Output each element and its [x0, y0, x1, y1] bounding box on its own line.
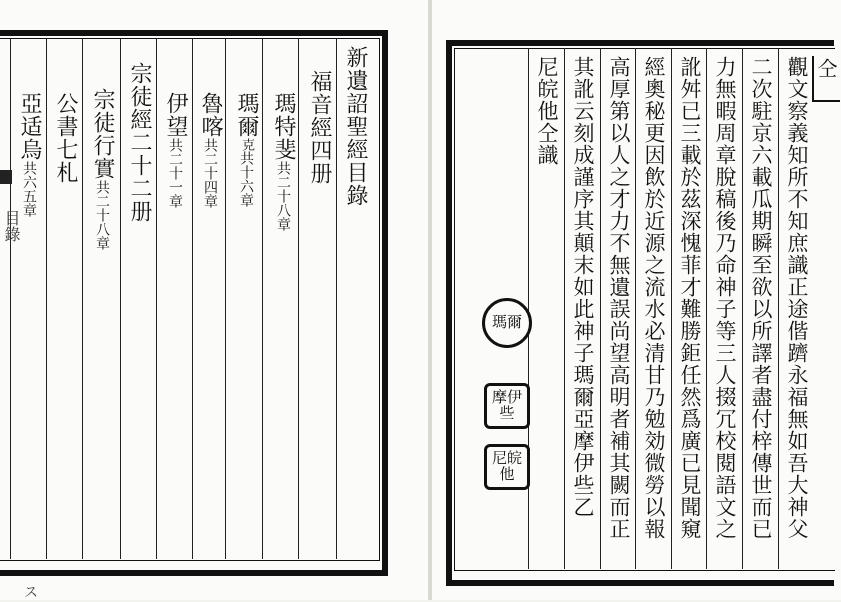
book-name: 瑪特斐: [271, 92, 296, 161]
page-bottom-mark: ス: [24, 585, 38, 601]
chapter-count: 共十六章: [238, 151, 254, 207]
column-rule: [120, 38, 121, 559]
book-name: 伊望: [163, 92, 188, 138]
preface-column: 高厚第以人之才力不無遺誤尚望高明者補其闕而正: [607, 56, 631, 540]
column-rule: [298, 38, 299, 559]
corner-glyph: 仝: [814, 58, 838, 79]
preface-column: 力無暇周章脫稿後乃命神子等三人掇冗校閱語文之: [713, 56, 737, 540]
preface-column: 觀文察義知所不知庶識正途偕躋永福無如吾大神父: [785, 56, 809, 540]
column-rule: [10, 38, 11, 559]
chapter-count: 共二十四章: [202, 138, 218, 208]
column-rule: [635, 48, 636, 569]
preface-column: 經奧秘更因飲於近源之流水必清甘乃勉効微勞以報: [642, 56, 666, 540]
column-rule: [706, 48, 707, 569]
preface-column: 訛舛已三載於茲深愧菲才難勝鉅任然爲廣已見聞窺: [678, 56, 702, 540]
seal-text: 尼皖他: [491, 449, 522, 483]
column-rule: [192, 38, 193, 559]
book-name: 瑪爾: [234, 92, 259, 138]
toc-entry: [272, 92, 294, 231]
preface-column: 二次駐京六載瓜期瞬至欲以所譯者盡付梓傳世而已: [749, 56, 773, 540]
column-rule: [564, 48, 565, 569]
column-rule: [742, 48, 743, 569]
left-edge-mark: 目錄: [2, 210, 21, 242]
column-rule: [336, 38, 337, 559]
book-name: 亞适烏: [17, 92, 42, 161]
right-page: [432, 0, 841, 600]
column-rule: [528, 48, 529, 569]
toc-entry: [235, 92, 257, 207]
column-rule: [156, 38, 157, 559]
chapter-count: 共二十八章: [94, 180, 110, 250]
acts-heading: 宗徒經二十二册: [127, 62, 152, 223]
book-name: 宗徒行實: [90, 88, 115, 180]
column-rule: [671, 48, 672, 569]
round-seal-stamp: [482, 298, 532, 348]
toc-entry: [91, 88, 113, 250]
column-rule: [600, 48, 601, 569]
preface-column: 尼皖他仝識: [535, 56, 559, 166]
seal-text: 摩伊些: [491, 388, 522, 422]
left-edge-band: [0, 170, 12, 184]
toc-title: 新遺詔聖經目錄: [343, 46, 368, 207]
corner-mark: [812, 56, 840, 102]
toc-entry: [18, 92, 40, 217]
seal-text: 瑪爾: [491, 313, 522, 332]
square-seal-stamp: [484, 444, 530, 490]
toc-entry: [164, 92, 186, 208]
chapter-count: 共二十八章: [275, 161, 291, 231]
column-rule: [82, 38, 83, 559]
chapter-count: 共二十一章: [167, 138, 183, 208]
column-rule: [262, 38, 263, 559]
epistles-heading: 公書七札: [53, 92, 78, 184]
square-seal-stamp: [484, 383, 530, 429]
preface-column: 其訛云刻成謹序其顛末如此神子瑪爾亞摩伊些乙: [571, 56, 595, 518]
column-rule: [46, 38, 47, 559]
chapter-count: 共六五章: [21, 161, 37, 217]
toc-entry: [199, 92, 221, 208]
book-name: 魯喀: [198, 92, 223, 138]
section-heading: 福音經四册: [307, 70, 332, 185]
book-name-sub: 克: [239, 138, 254, 151]
column-rule: [225, 38, 226, 559]
column-rule: [778, 48, 779, 569]
